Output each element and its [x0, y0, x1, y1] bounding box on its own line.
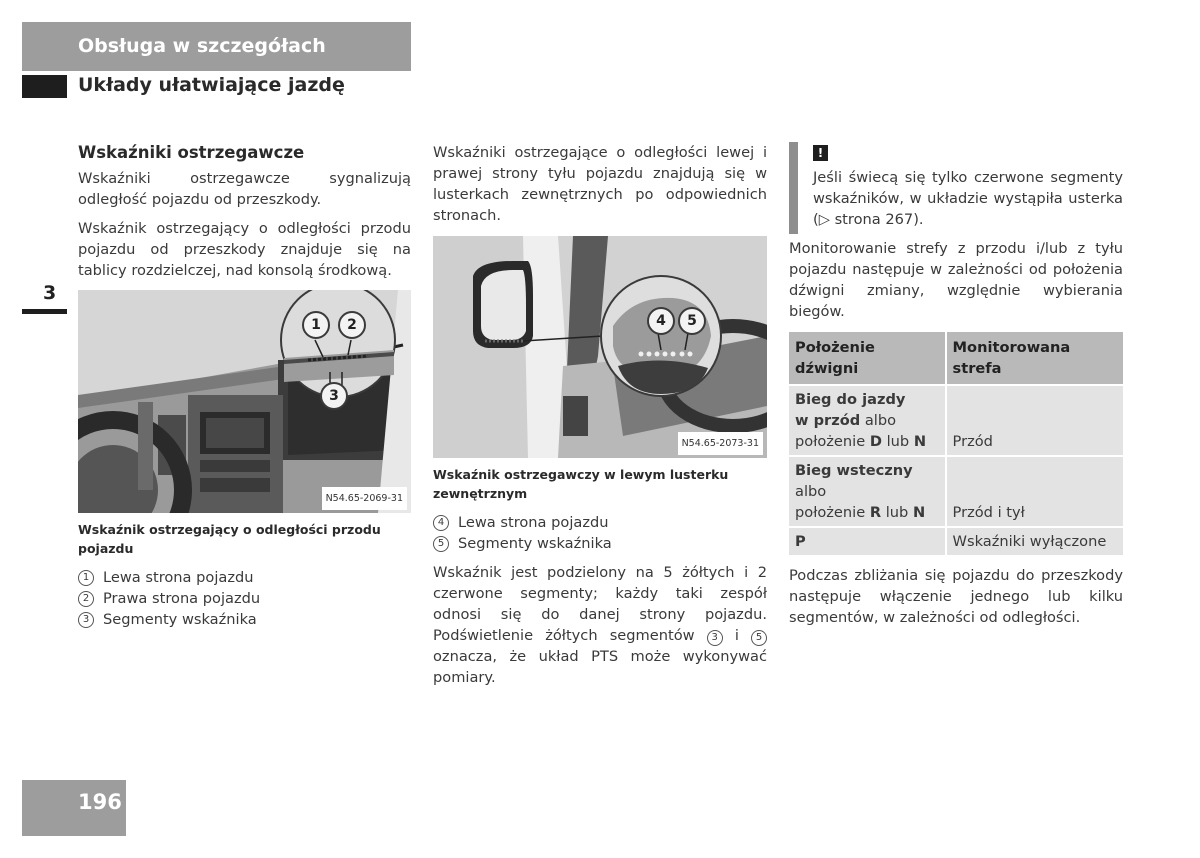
cell-text: lub: [881, 433, 914, 450]
callout-3: 3: [320, 382, 348, 410]
legend-text: Lewa strona pojazdu: [103, 569, 254, 586]
section-header: Obsługa w szczegółach: [22, 22, 411, 71]
warning-icon: !: [813, 145, 828, 161]
legend-number: 1: [78, 570, 94, 586]
cell-bold: N: [913, 433, 927, 450]
paragraph-text: Wskaźnik jest podzielony na 5 żółtych i 2 czerwone segmenty; każdy taki zespół odnosi się do danej strony pojazdu. Podświetlenie żółtych segmentów: [433, 564, 767, 644]
paragraph: Monitorowanie strefy z przodu i/lub z tyłu pojazdu następuje w zależności od położenia dźwigni zmiany, względnie wybierania biegów.: [789, 240, 1123, 320]
cell-text: albo: [795, 483, 827, 500]
legend-number: 5: [433, 536, 449, 552]
table-cell: [789, 456, 946, 527]
paragraph-text: oznacza, że układ PTS może wykonywać pomiary.: [433, 648, 767, 686]
cell-bold: D: [869, 433, 882, 450]
cell-bold: Bieg do jazdy: [795, 391, 906, 408]
legend-text: Lewa strona pojazdu: [458, 514, 609, 531]
legend-item: [78, 588, 411, 609]
callout-1: 1: [302, 311, 330, 339]
legend-number: 2: [78, 591, 94, 607]
subsection-title: Układy ułatwiające jazdę: [78, 74, 345, 96]
gear-zone-table: [789, 332, 1123, 555]
paragraph: [433, 562, 767, 688]
paragraph: Wskaźniki ostrzegawcze sygnalizują odległość pojazdu od przeszkody.: [78, 170, 411, 208]
table-cell: Przód i tył: [946, 456, 1123, 527]
paragraph: Podczas zbliżania się pojazdu do przeszkody następuje włączenie jednego lub kilku segmentów, w zależności od odległości.: [789, 567, 1123, 626]
figure-caption: Wskaźnik ostrzegający o odległości przodu pojazdu: [78, 522, 381, 556]
warning-text-a: Jeśli świecą się tylko czerwone segmenty wskaźników, w układzie wystąpiła usterka (: [813, 169, 1123, 228]
warning-box: [789, 142, 1123, 230]
cell-text: albo: [860, 412, 897, 429]
table-header-row: [789, 332, 1123, 385]
legend-text: Segmenty wskaźnika: [103, 611, 257, 628]
table-row: [789, 527, 1123, 555]
cell-bold: R: [869, 504, 882, 521]
cell-text: położenie: [795, 504, 870, 521]
chapter-tab: 3: [43, 282, 57, 304]
page-number: 196: [78, 790, 122, 814]
table-cell: [789, 385, 946, 456]
conjunction: i: [734, 627, 739, 644]
cell-bold: Bieg wsteczny: [795, 462, 913, 479]
figure-code: N54.65-2069-31: [322, 487, 407, 510]
legend-text: Segmenty wskaźnika: [458, 535, 612, 552]
column-2: [433, 142, 767, 696]
legend-item: [433, 533, 767, 554]
paragraph: Wskaźnik ostrzegający o odległości przodu pojazdu od przeszkody znajduje się na tablicy rozdzielczej, nad konsolą środkową.: [78, 220, 411, 279]
figure-caption: Wskaźnik ostrzegawczy w lewym lusterku zewnętrznym: [433, 467, 729, 501]
heading-warning-indicators: Wskaźniki ostrzegawcze: [78, 143, 305, 162]
cell-bold: P: [795, 533, 806, 550]
figure-code: N54.65-2073-31: [678, 432, 763, 455]
ref-number: 5: [751, 630, 767, 646]
cell-text: położenie: [795, 433, 870, 450]
table-row: [789, 385, 1123, 456]
table-header: Położenie dźwigni: [789, 332, 946, 385]
warning-text-b: strona 267).: [829, 211, 924, 228]
table-row: [789, 456, 1123, 527]
warning-bar: [789, 142, 798, 234]
callout-5: 5: [678, 307, 706, 335]
paragraph: Wskaźniki ostrzegające o odległości lewej i prawej strony tyłu pojazdu znajdują się w lusterkach zewnętrznych po odpowiednich stronach.: [433, 144, 767, 224]
header-marker: [22, 75, 67, 98]
chapter-tab-bar: [22, 309, 67, 314]
cell-text: lub: [881, 504, 913, 521]
legend-item: [433, 512, 767, 533]
legend-item: [78, 609, 411, 630]
callout-4: 4: [647, 307, 675, 335]
callout-2: 2: [338, 311, 366, 339]
cell-bold: w przód: [795, 412, 861, 429]
figure-mirror: [433, 236, 767, 458]
legend-text: Prawa strona pojazdu: [103, 590, 261, 607]
table-header: Monitorowana strefa: [946, 332, 1123, 385]
figure-dashboard: [78, 290, 411, 513]
cell-bold: N: [912, 504, 926, 521]
column-1: [78, 142, 411, 630]
column-3: [789, 142, 1123, 636]
warning-text: [813, 167, 1123, 230]
mirror-illustration: [433, 236, 767, 458]
legend-number: 3: [78, 612, 94, 628]
legend-number: 4: [433, 515, 449, 531]
arrow-icon: ▷: [818, 211, 830, 228]
table-cell: Przód: [946, 385, 1123, 456]
table-cell: [789, 527, 946, 555]
table-cell: Wskaźniki wyłączone: [946, 527, 1123, 555]
legend-item: [78, 567, 411, 588]
ref-number: 3: [707, 630, 723, 646]
